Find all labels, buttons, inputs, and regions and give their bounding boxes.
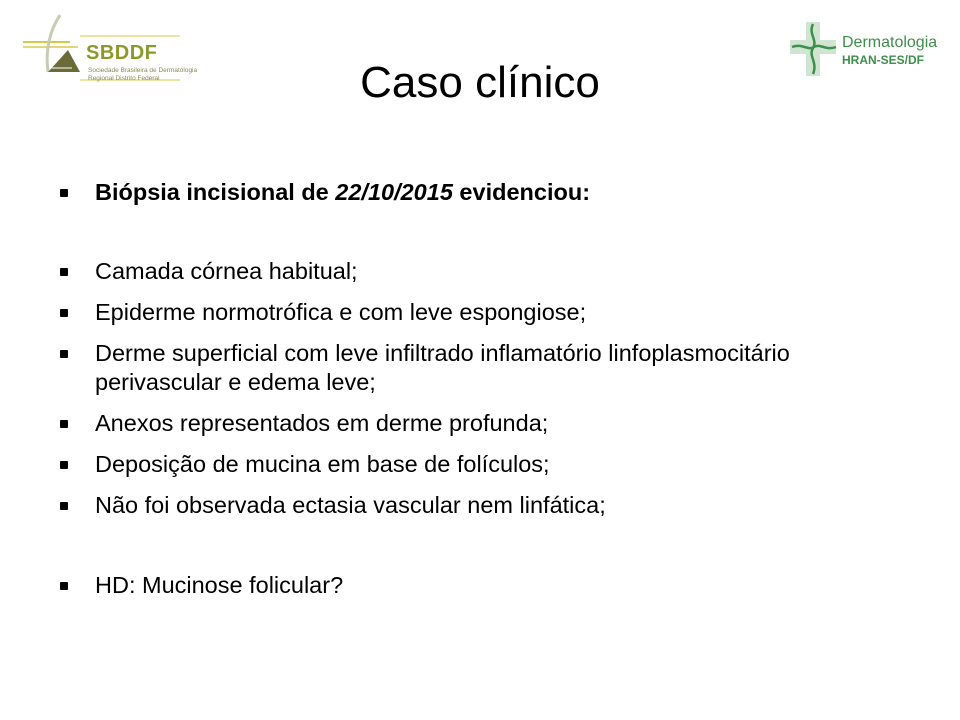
bullet-icon (60, 420, 68, 428)
finding-item (60, 491, 920, 520)
dermatologia-logo-subtitle: HRAN-SES/DF (842, 53, 925, 67)
bullet-icon (60, 461, 68, 469)
dermatologia-logo-name: Dermatologia (842, 34, 938, 51)
sbddf-logo-subtitle-2: Regional Distrito Federal (88, 75, 160, 82)
heading-date: 22/10/2015 (335, 179, 453, 205)
finding-text: Epiderme normotrófica e com leve espongiose; (95, 299, 587, 325)
hypothesis-item (60, 571, 920, 600)
finding-text: Anexos representados em derme profunda; (95, 410, 549, 436)
finding-text: Camada córnea habitual; (95, 258, 358, 284)
finding-text: Não foi observada ectasia vascular nem linfática; (95, 492, 606, 518)
bullet-list (60, 172, 920, 600)
finding-item (60, 339, 920, 397)
slide-title: Caso clínico (360, 58, 600, 107)
bullet-icon (60, 502, 68, 510)
sbddf-logo-subtitle-1: Sociedade Brasileira de Dermatologia (88, 67, 198, 74)
bullet-icon (60, 582, 68, 590)
finding-text: Derme superficial com leve infiltrado inflamatório linfoplasmocitário perivascular e edema leve; (95, 340, 790, 395)
heading-suffix: evidenciou: (452, 179, 591, 205)
heading-prefix: Biópsia incisional de (95, 179, 336, 205)
bullet-icon (60, 350, 68, 358)
bullet-icon (60, 309, 68, 317)
finding-item (60, 450, 920, 479)
bullet-icon (60, 268, 68, 276)
finding-item (60, 409, 920, 438)
finding-item (60, 298, 920, 327)
finding-item (60, 257, 920, 286)
sbddf-logo-name: SBDDF (86, 42, 158, 64)
finding-text: Deposição de mucina em base de folículos; (95, 451, 550, 477)
biopsy-heading (60, 178, 920, 207)
hypothesis-text: HD: Mucinose folicular? (95, 572, 344, 598)
bullet-icon (60, 189, 68, 197)
